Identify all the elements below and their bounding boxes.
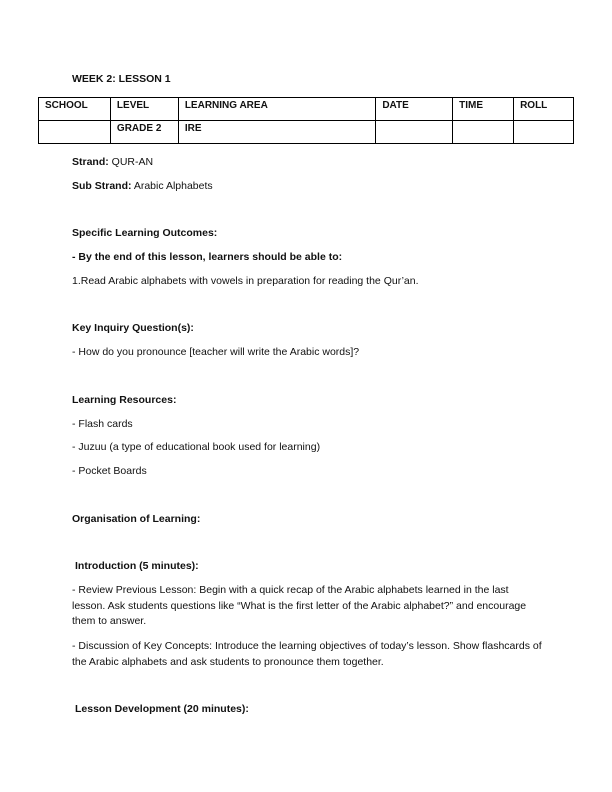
table-header-cell: DATE [376, 98, 453, 121]
development-heading: Lesson Development (20 minutes): [75, 703, 249, 715]
lesson-info-table [38, 97, 574, 144]
introduction-heading: Introduction (5 minutes): [75, 560, 199, 572]
outcomes-intro: - By the end of this lesson, learners should be able to: [72, 251, 343, 263]
strand-line [72, 156, 153, 168]
resource-item: - Pocket Boards [72, 465, 147, 477]
strand-label: Strand: [72, 156, 109, 168]
table-header-cell: SCHOOL [39, 98, 111, 121]
table-header-row [39, 98, 574, 121]
organisation-heading: Organisation of Learning: [72, 513, 201, 525]
outcome-item: 1.Read Arabic alphabets with vowels in preparation for reading the Qur’an. [72, 275, 419, 287]
table-cell [453, 121, 514, 144]
table-cell: GRADE 2 [110, 121, 178, 144]
strand-value: QUR-AN [108, 156, 154, 168]
introduction-paragraph-2: - Discussion of Key Concepts: Introduce the learning objectives of today’s lesson. Show flashcards of the Arabic alphabets and ask students to pronounce them together. [72, 640, 542, 668]
table-header-cell: LEARNING AREA [178, 98, 376, 121]
sub-strand-label: Sub Strand: [72, 180, 132, 192]
table-row [39, 121, 574, 144]
resource-item: - Juzuu (a type of educational book used for learning) [72, 441, 321, 453]
table-cell: IRE [178, 121, 376, 144]
introduction-paragraph-1: - Review Previous Lesson: Begin with a quick recap of the Arabic alphabets learned in the last lesson. Ask students questions like “What is the first letter of the Arabic alphabet?” and encourage them to answer. [72, 584, 527, 627]
sub-strand-line [72, 180, 213, 192]
inquiry-heading: Key Inquiry Question(s): [72, 322, 194, 334]
table-header-cell: LEVEL [110, 98, 178, 121]
inquiry-item: - How do you pronounce [teacher will write the Arabic words]? [72, 346, 360, 358]
table-cell [514, 121, 574, 144]
table-cell [376, 121, 453, 144]
table-header-cell: ROLL [514, 98, 574, 121]
table-header-cell: TIME [453, 98, 514, 121]
sub-strand-value: Arabic Alphabets [131, 180, 213, 192]
resources-heading: Learning Resources: [72, 394, 177, 406]
table-cell [39, 121, 111, 144]
week-lesson-title: WEEK 2: LESSON 1 [72, 73, 171, 85]
outcomes-heading: Specific Learning Outcomes: [72, 227, 218, 239]
resource-item: - Flash cards [72, 418, 133, 430]
